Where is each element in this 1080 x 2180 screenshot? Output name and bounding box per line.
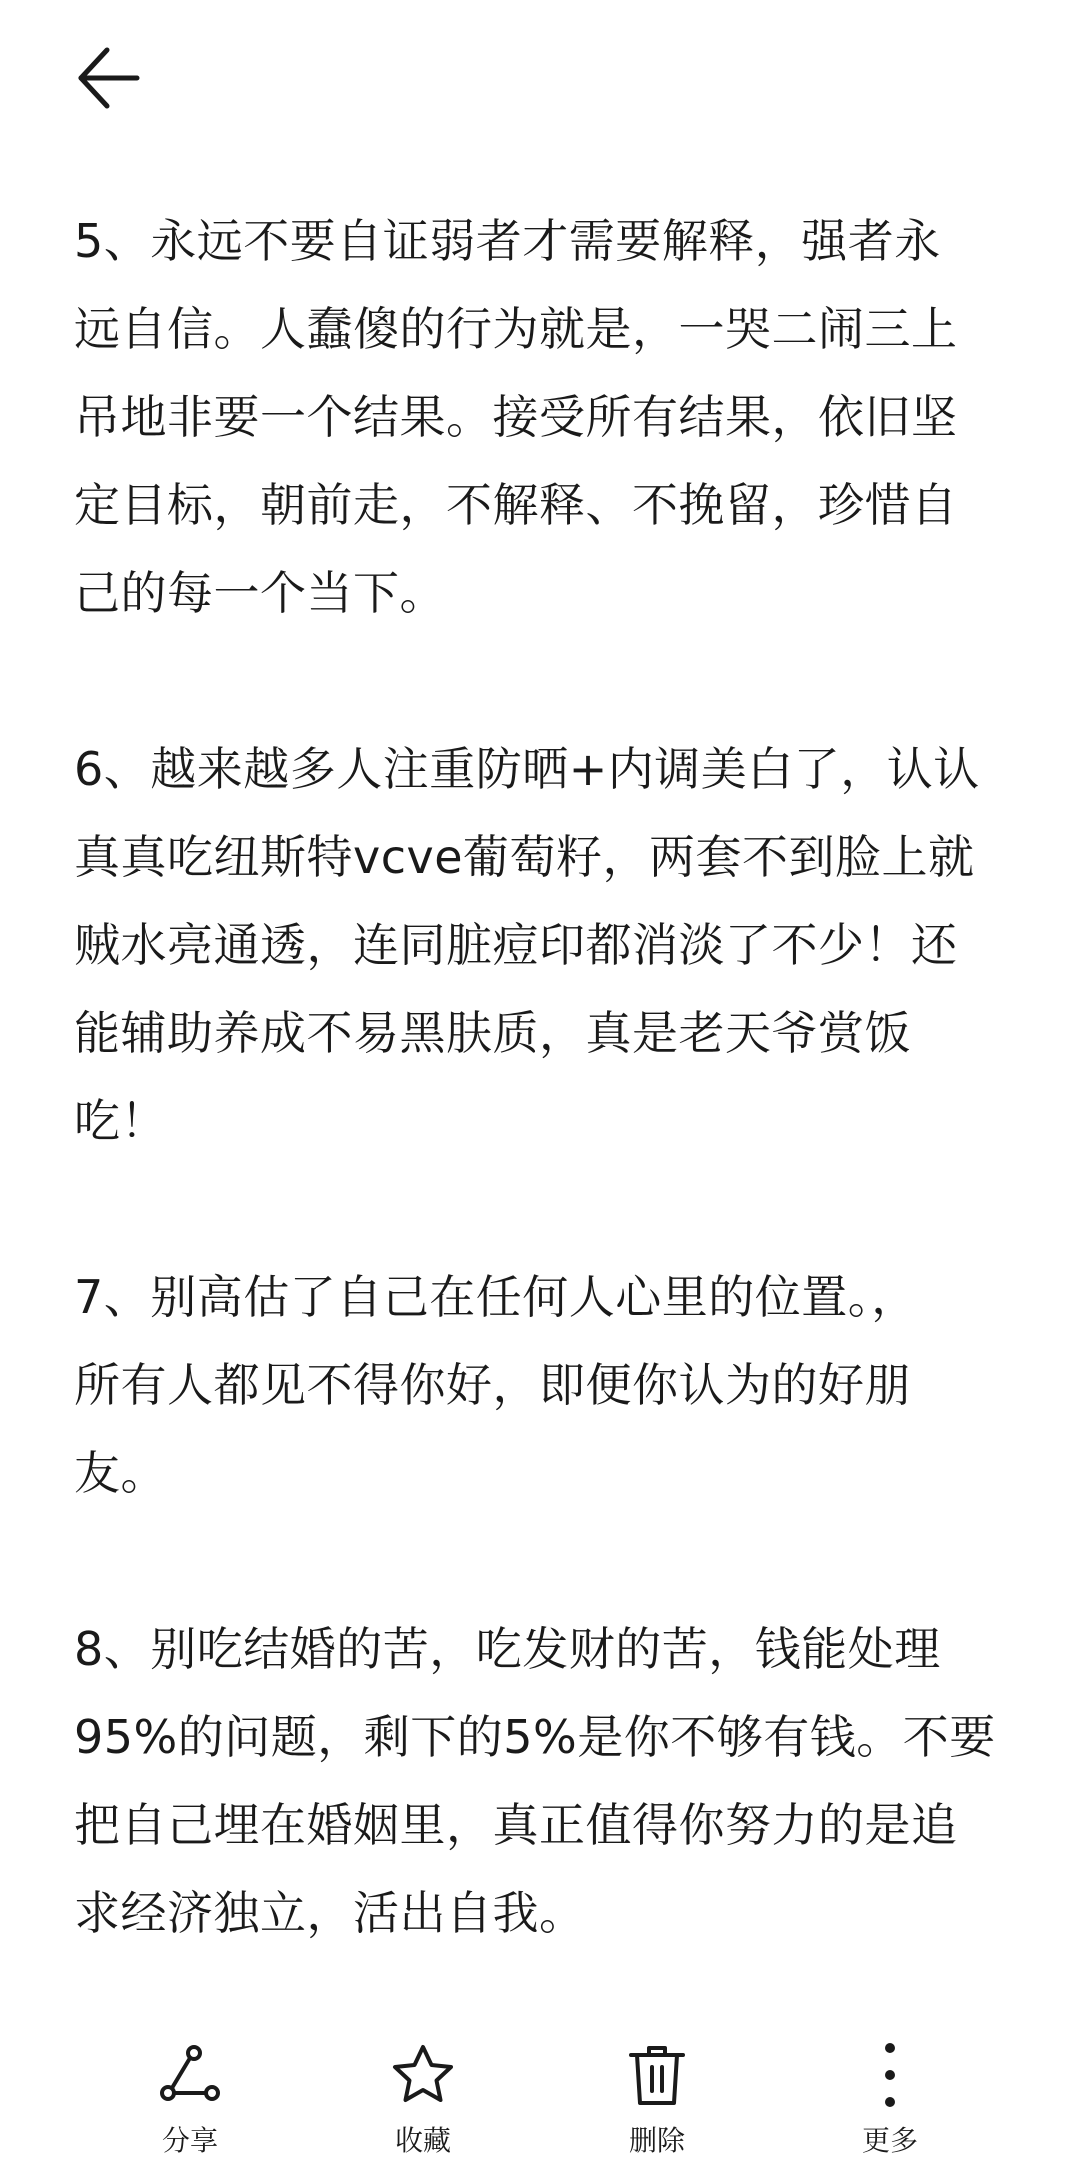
top-bar xyxy=(0,0,1080,150)
more-vertical-icon xyxy=(880,2040,900,2110)
share-button[interactable] xyxy=(115,2040,265,2170)
arrow-left-icon xyxy=(73,43,143,113)
article-paragraph: 8、别吃结婚的苦，吃发财的苦，钱能处理 95%的问题，剩下的5%是你不够有钱。不要 把自己埋在婚姻里，真正值得你努力的是追 求经济独立，活出自我。 xyxy=(74,1622,996,1940)
article-content xyxy=(74,197,1014,2045)
star-icon xyxy=(390,2042,456,2108)
share-icon xyxy=(158,2043,222,2107)
delete-button[interactable] xyxy=(582,2040,732,2170)
favorite-label: 收藏 xyxy=(394,2124,451,2157)
article-paragraph: 5、永远不要自证弱者才需要解释，强者永 远自信。人蠢傻的行为就是，一哭二闹三上 吊地非要一个结果。接受所有结果，依旧坚 定目标，朝前走，不解释、不挽留，珍惜自 己的每一个当下。 xyxy=(74,214,958,620)
more-label: 更多 xyxy=(861,2124,918,2157)
article-paragraph: 7、别高估了自己在任何人心里的位置。， 所有人都见不得你好，即便你认为的好朋 友。 xyxy=(74,1270,918,1500)
more-button[interactable] xyxy=(815,2040,965,2170)
back-button[interactable] xyxy=(66,36,150,120)
share-label: 分享 xyxy=(161,2124,218,2157)
trash-icon xyxy=(625,2041,689,2109)
delete-label: 删除 xyxy=(628,2124,685,2157)
article-paragraph: 6、越来越多人注重防晒+内调美白了，认认 真真吃纽斯特vcve葡萄籽，两套不到脸上就 贼水亮通透，连同脏痘印都消淡了不少！还 能辅助养成不易黑肤质，真是老天爷赏饭 吃！ xyxy=(74,742,980,1148)
favorite-button[interactable] xyxy=(348,2040,498,2170)
bottom-toolbar xyxy=(0,2030,1080,2180)
